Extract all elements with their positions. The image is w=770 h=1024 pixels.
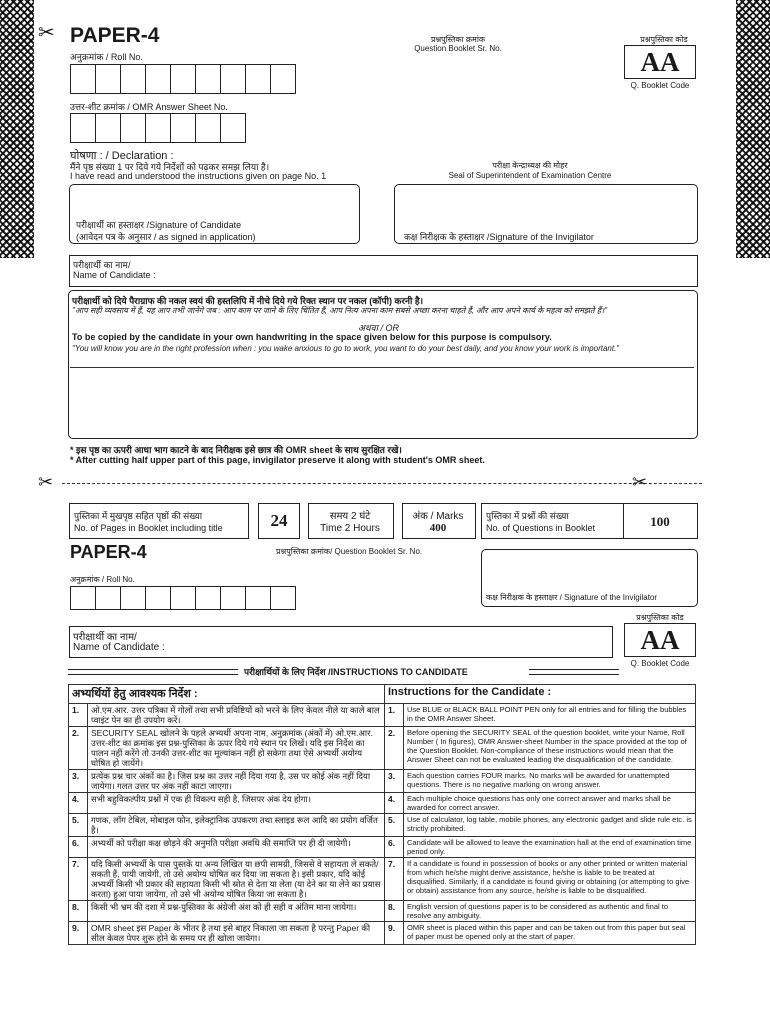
row-number: 7. [69,858,88,901]
invigilator-signature-label-bottom: कक्ष निरीक्षक के हस्ताक्षर / Signature of the Invigilator [486,593,658,602]
instructions-table [68,684,696,945]
instructions-header-hi: अभ्यर्थियों हेतु आवश्यक निर्देश : [69,685,385,704]
candidate-name-box[interactable] [69,255,698,287]
candidate-signature-label: परीक्षार्थी का हस्ताक्षर /Signature of Candidate [76,220,242,230]
omr-label: उत्तर-शीट क्रमांक / OMR Answer Sheet No. [70,102,228,112]
row-number: 8. [385,901,404,922]
row-number: 3. [385,770,404,793]
border-pattern [736,0,770,110]
seal-label-en: Seal of Superintendent of Examination Centre [448,171,612,180]
row-text-hi: यदि किसी अभ्यर्थी के पास पुस्तकें या अन्य लिखित या छपी सामग्री, जिससे वे सहायता ले सकते/सकती हैं, पायी जायेगी, तो उसे अयोग्य घोषित कर दिया जा सकता है। इसी प्रकार, यदि कोई अभ्यर्थी किसी भी प्रकार की सहायता किसी भी स्रोत से देता या लेता (या देने का या लेने का प्रयास करता) हुआ पाया जायेगा, तो उसे भी अयोग्य घोषित किया जा सकता है। [88,858,385,901]
booklet-sr-label-en: Question Booklet Sr. No. [414,44,502,53]
title-rule-right [529,669,619,675]
row-text-hi: SECURITY SEAL खोलने के पहले अभ्यर्थी अपना नाम, अनुक्रमांक (अंकों में) ओ.एम.आर. उत्तर-शीट का क्रमांक इस प्रश्न-पुस्तिका के ऊपर दिये गये स्थान पर लिखें। यदि इस निर्देश का पालन नहीं करेंगे तो उनकी उत्तर-शीट का मूल्यांकन नहीं हो सकेगा तथा ऐसे अभ्यर्थी अयोग्य घोषित हो जायेंगे। [88,727,385,770]
row-text-hi: प्रत्येक प्रश्न चार अंकों का है। जिस प्रश्न का उत्तर नहीं दिया गया है, उस पर कोई अंक नहीं दिया जायेगा। गलत उत्तर पर अंक नहीं काटा जाएगा। [88,770,385,793]
booklet-code-box-bottom: AA [624,623,696,657]
marks-value: 400 [429,522,447,534]
row-text-en: Candidate will be allowed to leave the examination hall at the end of examination time period only. [404,837,696,858]
row-text-en: Each question carries FOUR marks. No marks will be awarded for unattempted questions. There is no negative marking on wrong answer. [404,770,696,793]
table-row [69,922,696,945]
roll-number-cells-bottom[interactable] [71,586,296,610]
instructions-header-en: Instructions for the Candidate : [385,685,696,704]
row-number: 3. [69,770,88,793]
row-number: 2. [385,727,404,770]
candidate-signature-note: (आवेदन पत्र के अनुसार / as signed in application) [76,232,256,242]
candidate-name-label-hi: परीक्षार्थी का नाम/ [73,260,131,270]
candidate-name-label-hi-bottom: परीक्षार्थी का नाम/ [73,632,137,643]
note-en: * After cutting half upper part of this page, invigilator preserve it along with student's OMR sheet. [70,455,485,465]
time-label-hi: समय 2 घंटे [329,511,371,522]
row-number: 5. [69,814,88,837]
table-row [69,858,696,901]
row-number: 1. [69,704,88,727]
row-number: 7. [385,858,404,901]
row-text-en: Use of calculator, log table, mobile phones, any electronic gadget and slide rule etc. is strictly prohibited. [404,814,696,837]
booklet-code-label-en: Q. Booklet Code [630,81,690,90]
row-number: 5. [385,814,404,837]
row-text-hi: OMR sheet इस Paper के भीतर है तथा इसे बाहर निकाला जा सकता है परन्तु Paper की सील केवल पेपर शुरू होने के समय पर ही खोला जायेगा। [88,922,385,945]
scissors-icon: ✂ [38,472,54,492]
pages-label-en: No. of Pages in Booklet including title [74,523,223,533]
marks-label: अंक / Marks [412,511,464,522]
row-text-en: If a candidate is found in possession of books or any other printed or written material from which he/she might derive assistance, he/she is liable to be treated at disqualified. Similarly, if a candidate is found giving or obtaining (or attempting to give or obtain) assistance from any source, he/she is liable to be disqualified. [404,858,696,901]
row-number: 8. [69,901,88,922]
booklet-sr-label-hi: प्रश्नपुस्तिका क्रमांक [430,35,486,44]
row-text-en: Use BLUE or BLACK BALL POINT PEN only for all entries and for filling the bubbles in the OMR Answer Sheet. [404,704,696,727]
border-pattern [0,110,34,258]
table-row [69,704,696,727]
booklet-code-label-en-bottom: Q. Booklet Code [630,659,690,668]
table-row [69,837,696,858]
booklet-code-label-hi: प्रश्नपुस्तिका कोड [640,35,688,44]
row-number: 6. [385,837,404,858]
row-text-hi: सभी बहुविकल्पीय प्रश्नों में एक ही विकल्प सही है, जिसपर अंक देय होगा। [88,793,385,814]
table-row [69,814,696,837]
row-number: 1. [385,704,404,727]
row-number: 6. [69,837,88,858]
pages-value: 24 [258,503,300,539]
table-row [69,793,696,814]
paper-title: PAPER-4 [70,24,160,47]
table-row [69,727,696,770]
declaration-title: घोषणा : / Declaration : [70,150,174,162]
border-pattern [736,110,770,258]
table-row [69,901,696,922]
row-text-en: Each multiple choice questions has only one correct answer and marks shall be awarded for correct answer. [404,793,696,814]
scissors-icon: ✂ [632,472,648,492]
paper-title-bottom: PAPER-4 [70,542,147,562]
border-pattern [0,0,34,110]
invigilator-signature-label: कक्ष निरीक्षक के हस्ताक्षर /Signature of the Invigilator [404,232,594,242]
row-number: 9. [69,922,88,945]
row-text-en: OMR sheet is placed within this paper and can be taken out from this paper but seal of paper must be opened only at the start of paper. [404,922,696,945]
row-number: 2. [69,727,88,770]
table-row [69,770,696,793]
row-text-hi: किसी भी भ्रम की दशा में प्रश्न-पुस्तिका के अंग्रेजी अंश को ही सही व अंतिम माना जायेगा। [88,901,385,922]
copy-divider [70,367,694,368]
declaration-hi: मैंने पृष्ठ संख्या 1 पर दिये गये निर्देशों को पढ़कर समझ लिया है। [70,162,270,172]
booklet-sr-label-bottom: प्रश्नपुस्तिका क्रमांक/ Question Booklet Sr. No. [276,547,423,556]
roll-number-cells[interactable] [71,64,296,94]
roll-label-bottom: अनुक्रमांक / Roll No. [70,575,135,584]
row-text-hi: गणक, लॉग टेबिल, मोबाइल फोन, इलेक्ट्रानिक उपकरण तथा स्लाइड रूल आदि का प्रयोग वर्जित है। [88,814,385,837]
questions-value: 100 [650,514,670,529]
booklet-code-label-hi-bottom: प्रश्नपुस्तिका कोड [636,613,684,622]
copy-instruction-en: To be copied by the candidate in your own handwriting in the space given below for this purpose is compulsory. [72,332,552,342]
row-number: 4. [69,793,88,814]
row-number: 4. [385,793,404,814]
seal-label-hi: परीक्षा केन्द्राध्यक्ष की मोहर [492,161,568,170]
title-rule-left [68,669,238,675]
copy-quote-hi: ''आप सही व्यवसाय में हैं, यह आप तभी जानेंगे जब : आप काम पर जाने के लिए चिंतित हैं, आप नित्य अपना काम सबसे अच्छा करना चाहते हैं, और आप अपने कार्य के महत्व को समझते हैं।'' [72,306,608,315]
scissors-icon: ✂ [38,22,55,44]
booklet-code-box: AA [624,45,696,79]
omr-number-cells[interactable] [71,113,246,143]
row-text-hi: अभ्यर्थी को परीक्षा कक्ष छोड़ने की अनुमति परीक्षा अवधि की समाप्ति पर ही दी जायेगी। [88,837,385,858]
time-label-en: Time 2 Hours [320,523,380,534]
row-text-en: English version of questions paper is to be considered as authentic and final to resolve any ambiguity. [404,901,696,922]
copy-quote-en: "You will know you are in the right profession when : you wake anxious to go to work, you want to do your best daily, and you know your work is important." [72,344,620,353]
candidate-name-label-en: Name of Candidate : [73,270,156,280]
questions-label-en: No. of Questions in Booklet [486,523,596,533]
cut-line [62,483,702,484]
or-separator: अथवा / OR [358,323,399,333]
row-text-hi: ओ.एम.आर. उत्तर पत्रिका में गोलों तथा सभी प्रविष्टियों को भरने के लिए केवल नीले या काले बाल प्वाइंट पेन का ही उपयोग करें। [88,704,385,727]
roll-label: अनुक्रमांक / Roll No. [70,52,143,62]
questions-label-hi: पुस्तिका में प्रश्नों की संख्या [486,511,569,521]
copy-instruction-hi: परीक्षार्थी को दिये पैराग्राफ की नकल स्वयं की हस्तलिपि में नीचे दिये गये रिक्त स्थान पर नकल (कॉपी) करनी है। [72,296,424,306]
candidate-name-label-en-bottom: Name of Candidate : [73,642,165,653]
declaration-en: I have read and understood the instructions given on page No. 1 [70,171,327,181]
instructions-title: परीक्षार्थियों के लिए निर्देश /INSTRUCTIONS TO CANDIDATE [244,667,468,677]
row-number: 9. [385,922,404,945]
pages-label-hi: पुस्तिका में मुखपृष्ठ सहित पृष्ठों की संख्या [74,511,203,521]
row-text-en: Before opening the SECURITY SEAL of the question booklet, write your Name, Roll Number ( In figures), OMR Answer-sheet Number in the space provided at the top of the Question Booklet. Non-compliance of these instructions would mean that the Answer Sheet can not be evaluated leading the disqualification of the candidate. [404,727,696,770]
note-hi: * इस पृष्ठ का ऊपरी आधा भाग काटने के बाद निरीक्षक इसे छात्र की OMR sheet के साथ सुरक्षित रखे। [70,445,402,455]
